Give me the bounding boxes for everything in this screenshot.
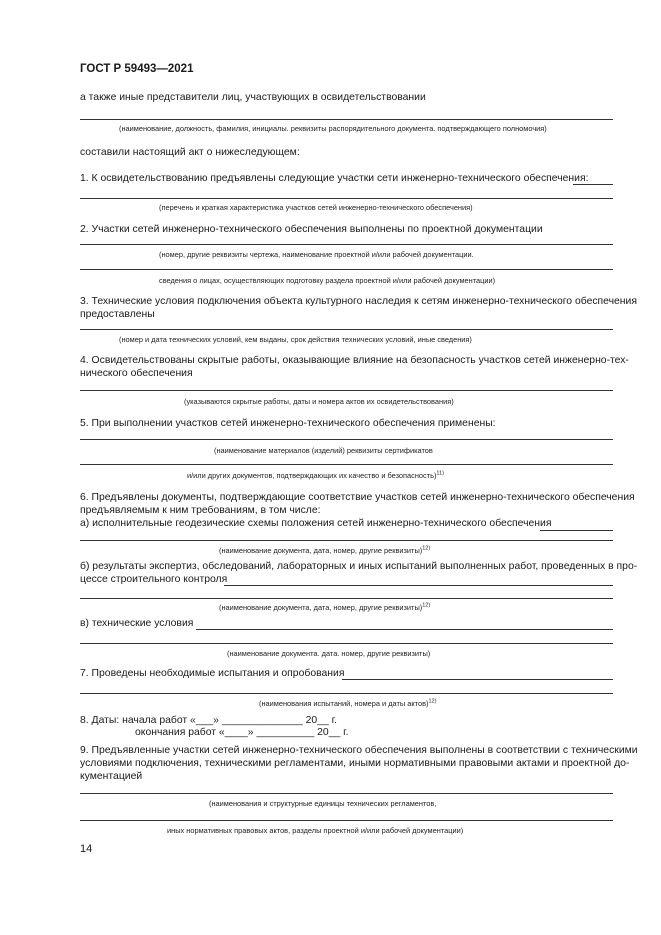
item-2: 2. Участки сетей инженерно-технического обеспечения выполнены по проектной документации — [80, 224, 543, 235]
fill-line — [80, 540, 613, 541]
fill-line — [80, 598, 613, 599]
item-1: 1. К освидетельствованию предъявлены следующие участки сети инженерно-технического обеспечения: — [80, 173, 589, 184]
fill-line — [80, 269, 613, 270]
fill-line — [80, 820, 613, 821]
caption-5a: (наименование материалов (изделий) реквизиты сертификатов — [214, 446, 433, 455]
caption-6c: (наименование документа. дата. номер, другие реквизиты) — [227, 649, 431, 658]
caption-3: (номер и дата технических условий, кем выданы, срок действия технических условий, иные сведения) — [119, 335, 472, 344]
fill-line — [540, 530, 613, 531]
item-5: 5. При выполнении участков сетей инженерно-технического обеспечения применены: — [80, 418, 496, 429]
fill-line — [80, 390, 613, 391]
fill-line — [80, 244, 613, 245]
item-3-line-1: 3. Технические условия подключения объекта культурного наследия к сетям инженерно-технического обеспечения — [80, 296, 637, 307]
item-9-line-3: кументацией — [80, 771, 143, 782]
caption-1: (перечень и краткая характеристика участков сетей инженерно-технического обеспечения) — [159, 203, 473, 212]
fill-line — [80, 693, 613, 694]
fill-line — [80, 329, 613, 330]
item-4-line-1: 4. Освидетельствованы скрытые работы, оказывающие влияние на безопасность участков сетей инженерно-тех- — [80, 355, 629, 366]
caption-2b: сведения о лицах, осуществляющих подготовку раздела проектной и/или рабочей документации) — [159, 276, 496, 285]
item-3-line-2: предоставлены — [80, 309, 155, 320]
fill-line — [80, 119, 613, 120]
caption-5b: и/или других документов, подтверждающих их качество и безопасность)$^{11)}$ — [187, 470, 444, 480]
page-number: 14 — [80, 843, 93, 855]
item-4-line-2: нического обеспечения — [80, 368, 193, 379]
caption-6a: (наименование документа, дата, номер, другие реквизиты)$^{12)}$ — [219, 545, 431, 555]
caption-2a: (номер, другие реквизиты чертежа, наименование проектной и/или рабочей документации. — [159, 250, 474, 259]
item-9-line-2: условиями подключения, техническими регламентами, иными нормативными правовыми актами и проектной до- — [80, 758, 630, 769]
caption-6b: (наименование документа, дата, номер, другие реквизиты)$^{12)}$ — [219, 602, 431, 612]
fill-line — [80, 198, 613, 199]
composed-text: составили настоящий акт о нижеследующем: — [80, 147, 300, 158]
item-6b-line-1: б) результаты экспертиз, обследований, лабораторных и иных испытаний выполненных работ, проведенных в про- — [80, 561, 638, 572]
fill-line — [80, 464, 613, 465]
item-6-line-2: предъявляемым к ним требованиям, в том числе: — [80, 505, 321, 516]
fill-line — [573, 184, 613, 185]
item-6c: в) технические условия — [80, 618, 194, 629]
item-7: 7. Проведены необходимые испытания и опробования — [80, 668, 345, 679]
item-6b-line-2: цессе строительного контроля — [80, 574, 228, 585]
fill-line — [196, 629, 613, 630]
document-header: ГОСТ Р 59493—2021 — [80, 63, 194, 75]
caption-9a: (наименования и структурные единицы технических регламентов, — [209, 799, 437, 808]
item-8-start-date: 8. Даты: начала работ «___» ______________ 20__ г. — [80, 715, 338, 726]
fill-line — [80, 439, 613, 440]
caption-representatives: (наименование, должность, фамилия, инициалы. реквизиты распорядительного документа. подтверждающего полномочия) — [119, 124, 547, 133]
item-8-end-date: окончания работ «____» __________ 20__ г. — [135, 727, 349, 738]
fill-line — [224, 585, 613, 586]
intro-text: а также иные представители лиц, участвующих в освидетельствовании — [80, 92, 426, 103]
fill-line — [80, 643, 613, 644]
item-6a: а) исполнительные геодезические схемы положения сетей инженерно-технического обеспечения — [80, 518, 552, 529]
fill-line — [342, 679, 613, 680]
caption-9b: иных нормативных правовых актов, разделы проектной и/или рабочей документации) — [167, 826, 464, 835]
fill-line — [80, 793, 613, 794]
caption-7: (наименования испытаний, номера и даты актов)$^{12)}$ — [259, 698, 437, 708]
item-9-line-1: 9. Предъявленные участки сетей инженерно-технического обеспечения выполнены в соответствии с техническими — [80, 745, 638, 756]
item-6-line-1: 6. Предъявлены документы, подтверждающие соответствие участков сетей инженерно-технического обеспечения — [80, 492, 635, 503]
caption-4: (указываются скрытые работы, даты и номера актов их освидетельствования) — [184, 397, 454, 406]
